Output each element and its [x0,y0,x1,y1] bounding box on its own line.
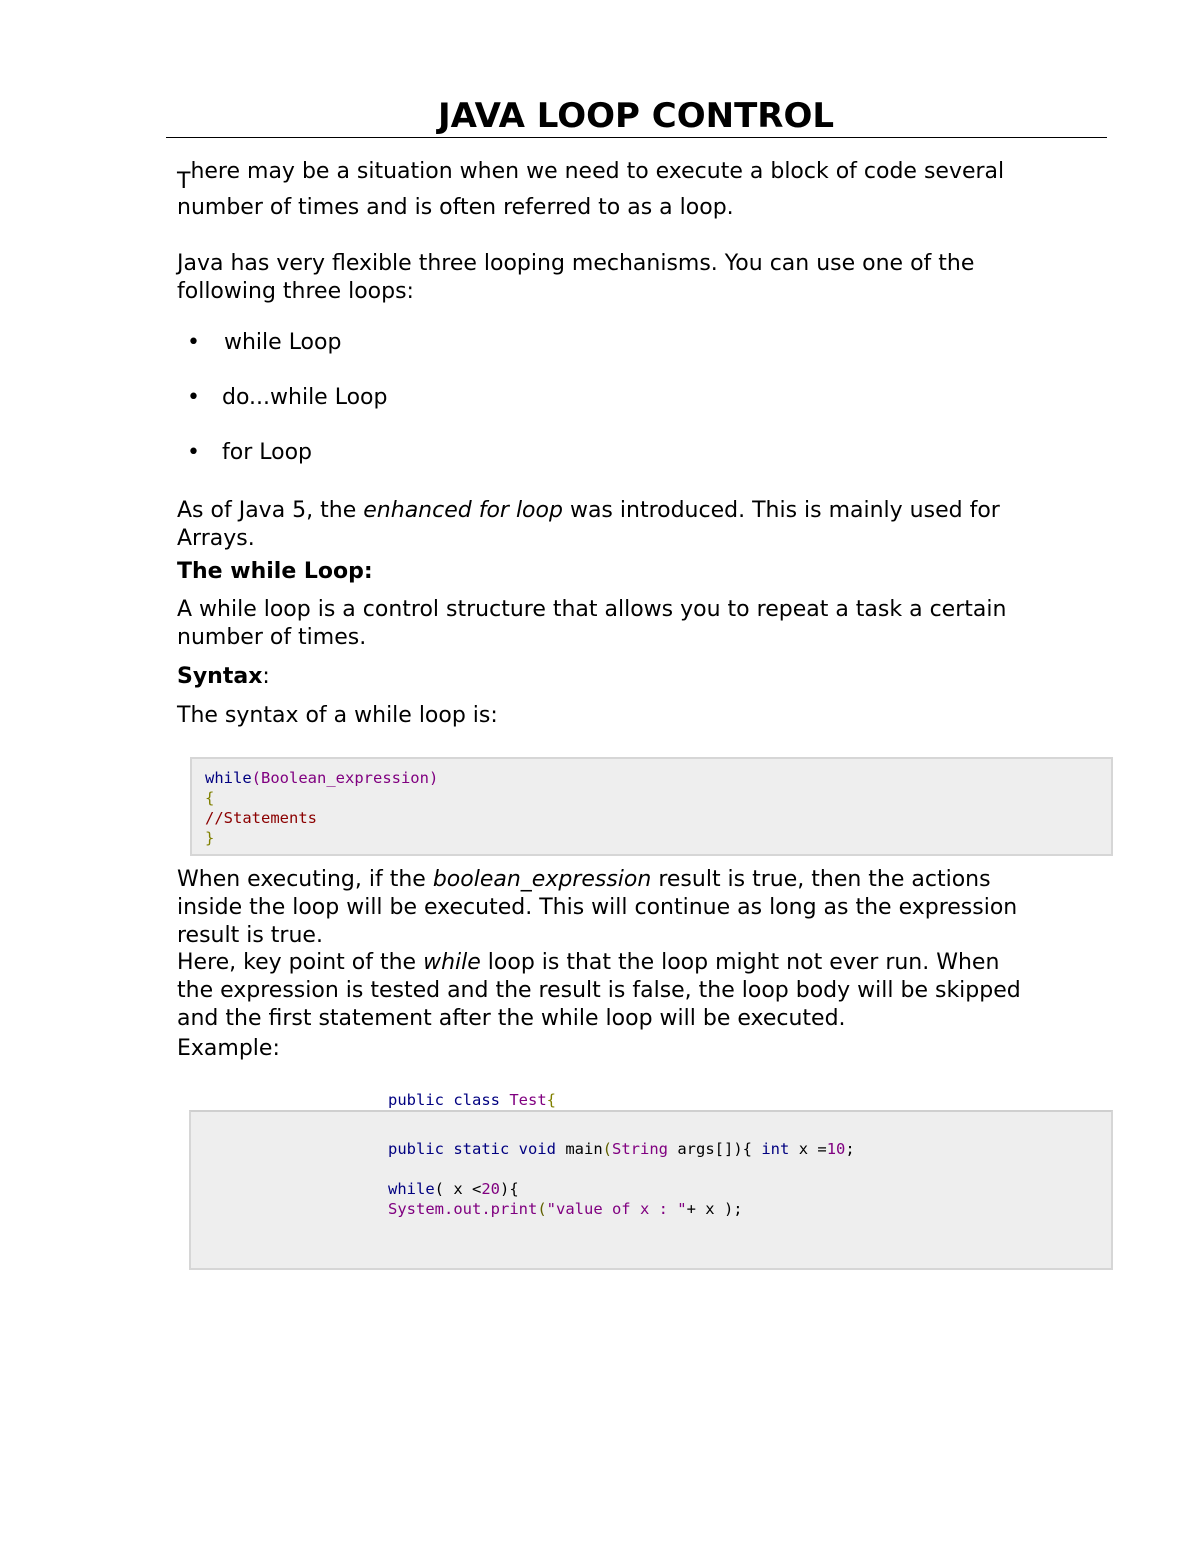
syntax-code: while(Boolean_expression) { //Statements } [205,769,439,847]
list-item-label: do...while Loop [222,385,388,410]
syntax-heading: Syntax: [177,664,270,689]
enhanced-pre: As of Java 5, the [177,498,357,523]
bullet-icon: • [187,440,200,465]
while-loop-heading: The while Loop: [177,559,373,584]
while-description [177,596,1097,652]
executing-em: boolean_expression [432,867,652,892]
enhanced-for-paragraph [177,497,1097,553]
enhanced-line2: Arrays. [177,526,255,551]
mechanisms-paragraph [177,250,1097,306]
bullet-icon: • [187,385,200,410]
intro-line1: here may be a situation when we need to execute a block of code several [190,159,1005,184]
example-code-line-1: public class Test{ [388,1091,556,1109]
enhanced-post: was introduced. This is mainly used for [569,498,1000,523]
while-desc-line1: A while loop is a control structure that allows you to repeat a task a certain [177,597,1007,622]
executing-paragraph: When executing, if the boolean_expression result is true, then the actions inside the loop will be executed. This will continue as long as the expression result is true. [177,867,1018,948]
syntax-code-block [190,757,1113,856]
list-item-label: while Loop [224,330,342,355]
example-label: Example: [177,1036,280,1061]
intro-line2: number of times and is often referred to as a loop. [177,195,734,220]
example-code-block [189,1110,1113,1270]
syntax-intro: The syntax of a while loop is: [177,703,498,728]
mechanisms-line1: Java has very flexible three looping mechanisms. You can use one of the [177,251,975,276]
list-item-label: for Loop [222,440,312,465]
enhanced-em: enhanced for loop [363,498,563,523]
title-underline [166,137,1107,138]
bullet-icon: • [187,330,200,355]
example-code: public static void main(String args[]){ int x =10; while( x <20){ System.out.print("value of x : "+ x ); [388,1140,855,1218]
intro-paragraph [177,154,1097,226]
intro-first-letter: T [177,169,191,194]
while-desc-line2: number of times. [177,625,367,650]
keypoint-em: while [423,950,481,975]
keypoint-paragraph: Here, key point of the while loop is that the loop might not ever run. When the expression is tested and the result is false, the loop body will be skipped and the first statement after the while loop will be executed. [177,950,1021,1031]
page-title: JAVA LOOP CONTROL [437,96,835,136]
mechanisms-line2: following three loops: [177,279,414,304]
